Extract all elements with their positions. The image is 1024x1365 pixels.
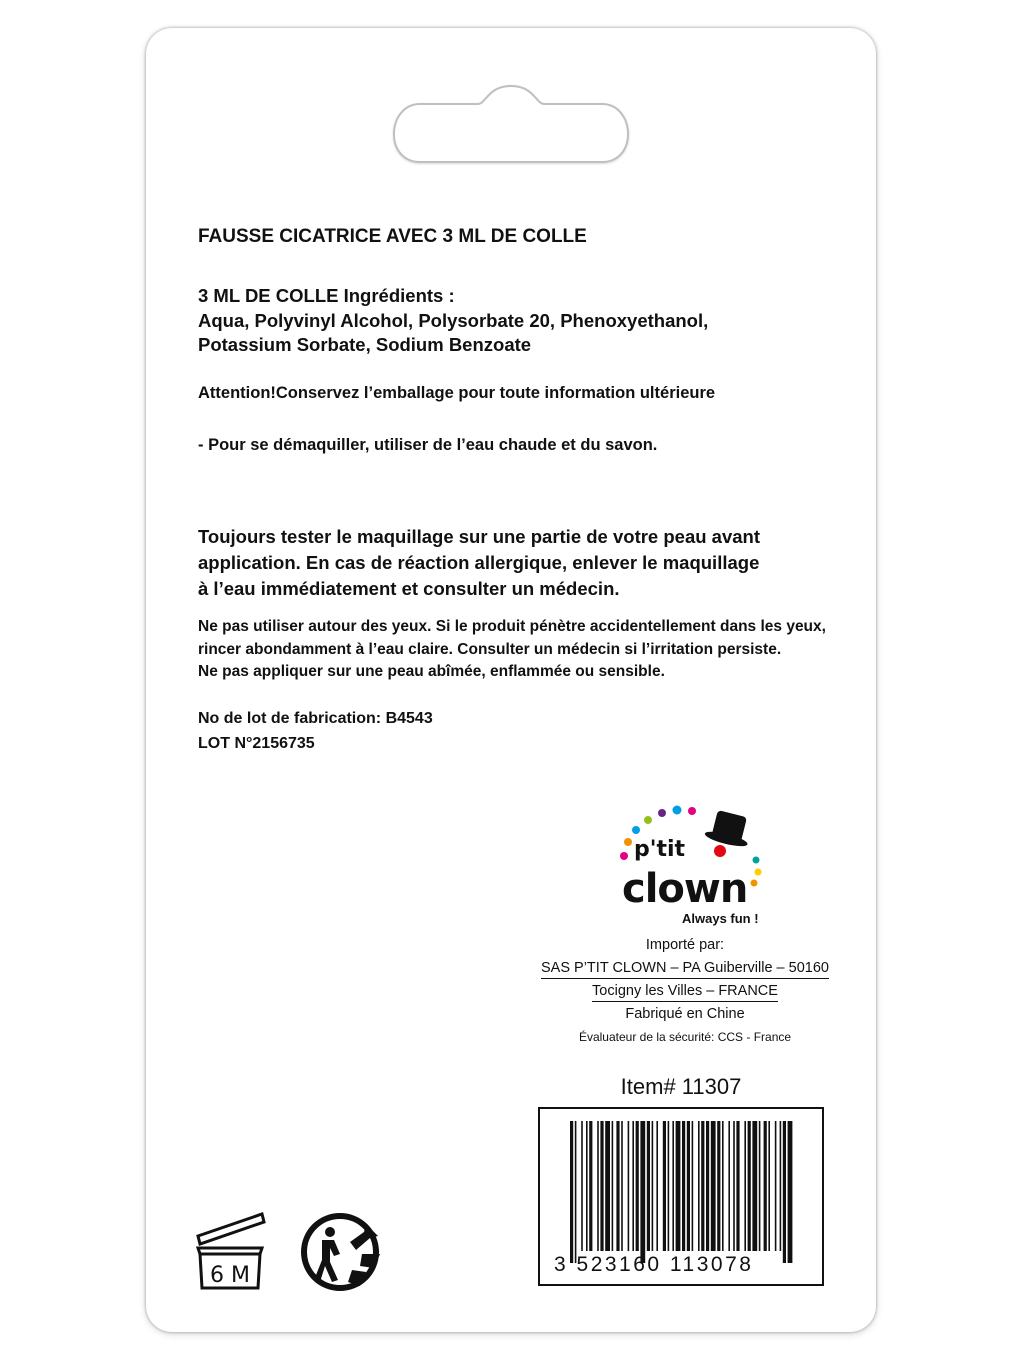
logo-tagline: Always fun ! [682,911,759,926]
warning-line: Ne pas appliquer sur une peau abîmée, enflammée ou sensible. [198,663,665,680]
top-hat-icon [704,808,754,849]
barcode-bar [701,1121,704,1251]
barcode-bar [687,1121,690,1251]
barcode-bar [783,1121,786,1263]
barcode-bar [692,1121,694,1251]
eye-warning [198,616,826,684]
barcode-bar [636,1121,639,1251]
logo-text-top: p'tit [634,837,686,862]
barcode-bar [744,1121,746,1251]
barcode-bar [628,1121,630,1251]
logo-dot [673,806,682,815]
barcode-bar [663,1121,666,1251]
barcode-bar [612,1121,614,1251]
barcode-bar [581,1121,583,1251]
barcode-bar [600,1121,603,1251]
logo-dot [624,838,632,846]
barcode-bar [752,1121,757,1251]
barcode-bar [775,1121,777,1251]
barcode-bar [597,1121,599,1251]
barcode-bar [706,1121,709,1251]
barcode-bar [640,1121,645,1263]
logo-dot [714,845,726,857]
logo-dot [644,816,652,824]
ingredients-block [198,284,708,358]
lot-fabrication: No de lot de fabrication: B4543 [198,710,433,727]
barcode-bar [728,1121,730,1251]
barcode-bar [736,1121,739,1251]
barcode-bar [682,1121,685,1251]
warning-line: Toujours tester le maquillage sur une partie de votre peau avant [198,526,761,547]
made-in: Fabriqué en Chine [625,1006,745,1022]
safety-assessor: Évaluateur de la sécurité: CCS - France [578,1030,792,1044]
barcode-bar [570,1121,573,1263]
barcode-bar [616,1121,619,1251]
barcode-bar [722,1121,724,1251]
warning-line: application. En cas de réaction allergique, enlever le maquillage [198,552,760,573]
attention-notice: Attention!Conservez l’emballage pour toute information ultérieure [198,384,716,402]
barcode-bar [676,1121,681,1251]
barcode-bar [586,1121,588,1251]
importer-address-line1: SAS P’TIT CLOWN – PA Guiberville – 50160 [541,958,829,979]
barcode-digits: 3 523160 113078 [554,1253,754,1276]
barcode-bar [589,1121,592,1251]
lot-number: LOT N°2156735 [198,734,315,752]
logo-dot [755,869,762,876]
logo-text-main: clown [622,866,748,912]
logo-dot [632,826,640,834]
barcode-bars [570,1121,795,1263]
barcode-bar [656,1121,658,1251]
warning-line: à l’eau immédiatement et consulter un médecin. [198,578,620,599]
ingredients-heading: 3 ML DE COLLE Ingrédients : [198,285,455,306]
logo-dot [658,809,666,817]
barcode-bar [711,1121,716,1251]
warning-line: rincer abondamment à l’eau claire. Consulter un médecin si l’irritation persiste. [198,640,782,658]
lot-info [198,707,433,756]
barcode-bar [759,1121,761,1251]
triman-recycle-icon [300,1210,386,1294]
ingredients-line: Aqua, Polyvinyl Alcohol, Polysorbate 20, Phenoxyethanol, [198,309,709,331]
barcode-bar [748,1121,751,1251]
pao-label: 6 M [210,1263,250,1288]
ingredients-line: Potassium Sorbate, Sodium Benzoate [198,334,532,355]
barcode-bar [780,1121,782,1251]
logo-dot [688,807,696,815]
barcode-bar [717,1121,720,1251]
barcode-bar [632,1121,634,1251]
barcode-bar [605,1121,610,1251]
importer-address-line2: Tocigny les Villes – FRANCE [592,981,778,1002]
importer-info [530,934,840,1049]
barcode-bar [733,1121,735,1251]
skin-test-warning [198,524,760,602]
item-number: Item# 11307 [620,1074,742,1099]
open-jar-icon [190,1208,268,1292]
product-title: FAUSSE CICATRICE AVEC 3 ML DE COLLE [198,226,587,247]
barcode-bar [768,1121,770,1251]
hang-hole-icon [390,82,632,166]
barcode-bar [668,1121,670,1251]
makeup-removal-notice: - Pour se démaquiller, utiliser de l’eau chaude et du savon. [198,436,658,454]
barcode-bar [764,1121,767,1251]
barcode-bar [672,1121,674,1251]
barcode-bar [652,1121,654,1251]
logo-dot [620,852,628,860]
ptit-clown-logo [612,800,772,930]
logo-dot [751,880,758,887]
logo-dot [753,857,760,864]
importer-label: Importé par: [645,937,725,953]
barcode-bar [621,1121,623,1251]
barcode-bar [575,1121,577,1263]
warning-line: Ne pas utiliser autour des yeux. Si le produit pénètre accidentellement dans les yeux, [198,618,826,635]
barcode [538,1107,824,1286]
barcode-bar [698,1121,700,1251]
barcode-bar [647,1121,650,1251]
barcode-bar [788,1121,793,1263]
